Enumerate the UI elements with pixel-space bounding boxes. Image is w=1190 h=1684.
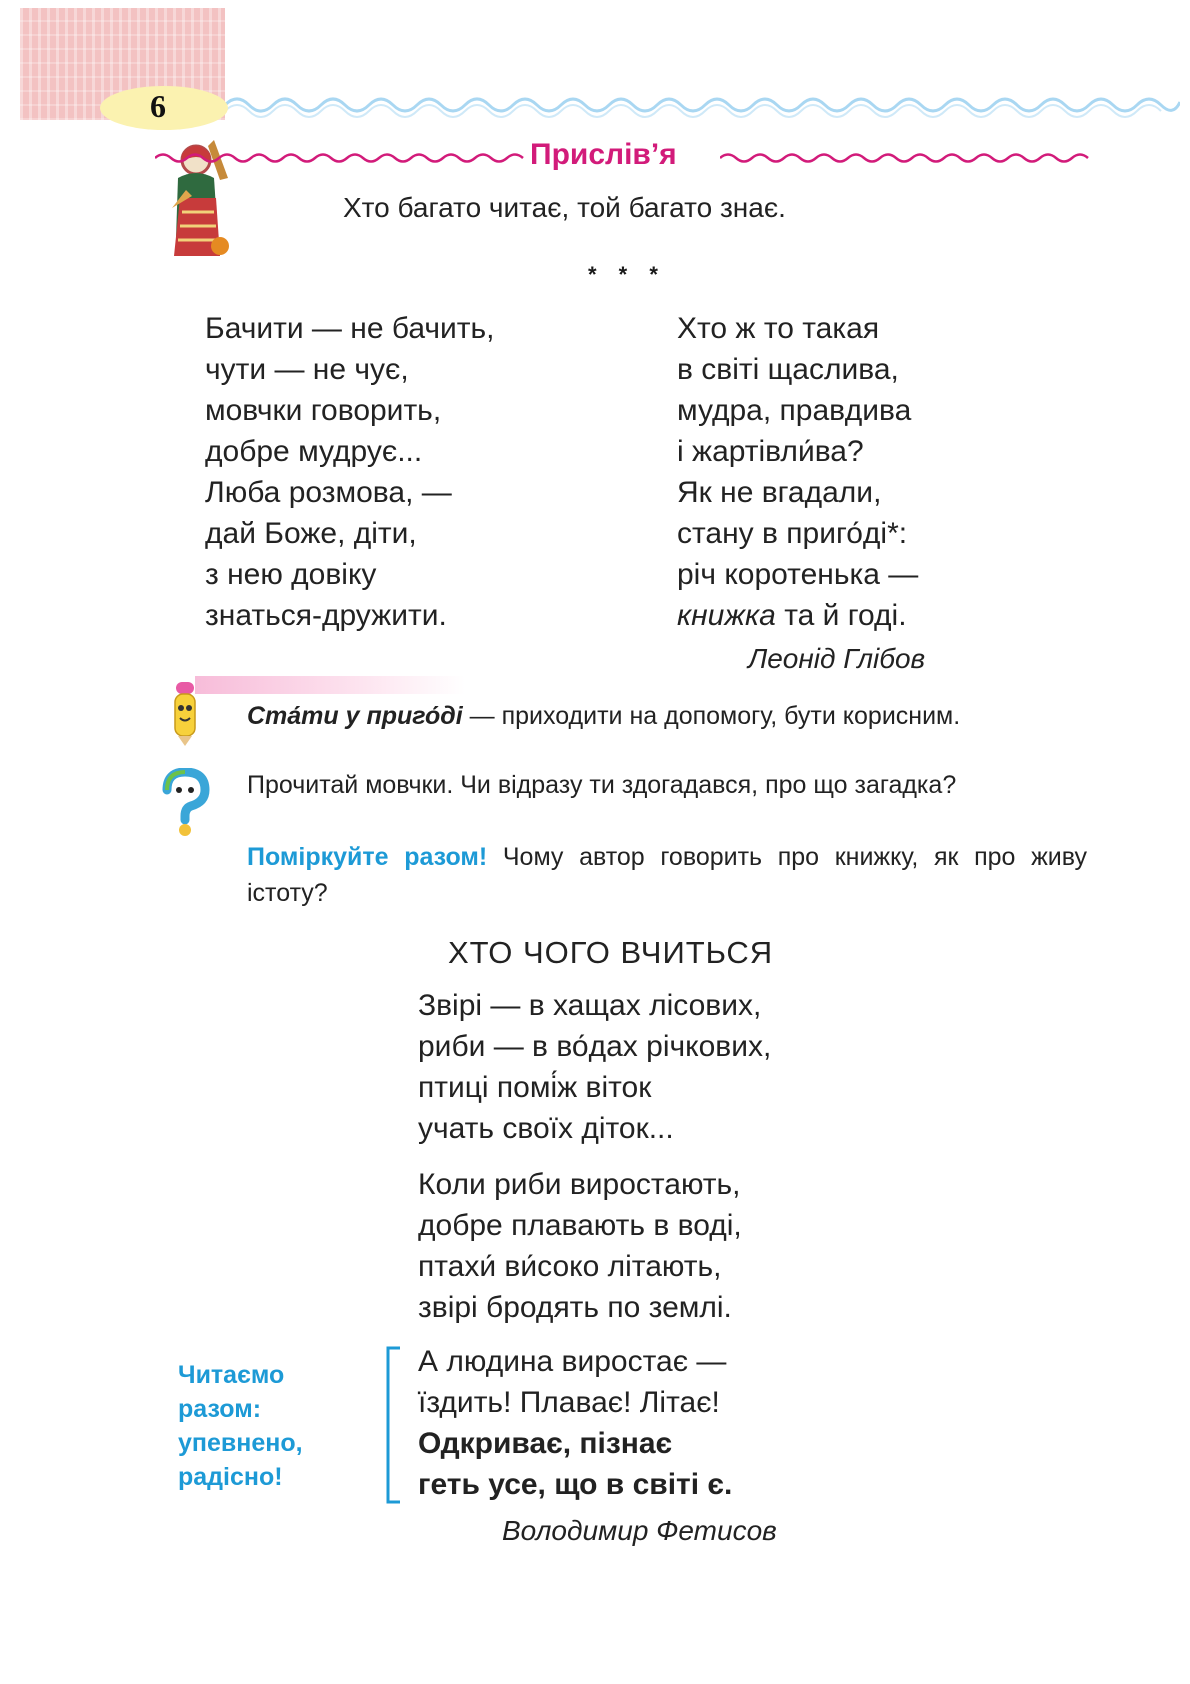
heading-wave-left bbox=[155, 148, 525, 168]
question-mark-icon bbox=[155, 768, 215, 838]
riddle-column-right bbox=[677, 308, 918, 636]
poem-line: Бачити — не бачить, bbox=[205, 312, 495, 345]
poem-line: Звірі — в хащах лісових, bbox=[418, 989, 762, 1022]
poem-line: Хто ж то такая bbox=[677, 312, 880, 345]
poem-line: Коли риби виростають, bbox=[418, 1168, 741, 1201]
poem-line: знаться-дружити. bbox=[205, 599, 447, 632]
poem-line-bold: Одкриває, пізнає bbox=[418, 1427, 673, 1460]
poem-stanza bbox=[418, 1164, 742, 1328]
poem-line: мовчки говорить, bbox=[205, 394, 442, 427]
glossary-definition: — приходити на допомогу, бути корисним. bbox=[462, 702, 961, 730]
reading-instruction bbox=[178, 1358, 303, 1494]
proverb-text: Хто багато читає, той багато знає. bbox=[343, 192, 786, 223]
heading-wave-right bbox=[720, 148, 1090, 168]
read-together-bracket bbox=[384, 1345, 404, 1505]
pencil-character-icon bbox=[170, 678, 200, 748]
poem-stanza bbox=[418, 985, 771, 1149]
poem-line: А людина виростає — bbox=[418, 1345, 727, 1378]
poem-line-rest: та й годі. bbox=[775, 599, 907, 632]
discussion-highlight: Поміркуйте разом! bbox=[247, 843, 488, 871]
poem-line: риби — в во́дах річкових, bbox=[418, 1030, 772, 1063]
poem-line: стану в приго́ді*: bbox=[677, 517, 908, 550]
poem-author: Володимир Фетисов bbox=[502, 1515, 777, 1546]
poem-line bbox=[677, 595, 918, 636]
poem-line: дай Боже, діти, bbox=[205, 517, 417, 550]
poem-line-bold: геть усе, що в світі є. bbox=[418, 1468, 733, 1501]
poem-line: чути — не чує, bbox=[205, 353, 409, 386]
poem-line: Як не вгадали, bbox=[677, 476, 882, 509]
poem-line: в світі щаслива, bbox=[677, 353, 899, 386]
poem-line: звірі бродять по землі. bbox=[418, 1291, 732, 1324]
poem-title: ХТО ЧОГО ВЧИТЬСЯ bbox=[448, 935, 774, 970]
poem-line: річ коротенька — bbox=[677, 558, 919, 591]
glossary-note bbox=[247, 702, 960, 731]
discussion-prompt bbox=[247, 839, 1087, 911]
glossary-term: Ста́ти у приго́ді bbox=[247, 702, 463, 730]
question-text: Прочитай мовчки. Чи відразу ти здогадався, про що загадка? bbox=[247, 771, 957, 799]
poem-line: мудра, правдива bbox=[677, 394, 912, 427]
header-wave-decoration bbox=[225, 90, 1180, 120]
poem-author: Леонід Глібов bbox=[748, 643, 926, 674]
poem-line: і жартівли́ва? bbox=[677, 435, 864, 468]
poem-line: їздить! Плаває! Літає! bbox=[418, 1386, 720, 1419]
page-number: 6 bbox=[150, 88, 166, 124]
riddle-column-left bbox=[205, 308, 494, 636]
instruction-line: разом: bbox=[178, 1395, 262, 1423]
poem-italic-word: книжка bbox=[677, 599, 776, 632]
poem-line: з нею довіку bbox=[205, 558, 377, 591]
poem-line: птиці помі́ж віток bbox=[418, 1071, 652, 1104]
poem-line: добре мудрує... bbox=[205, 435, 423, 468]
poem-stanza bbox=[418, 1341, 732, 1505]
poem-line: Люба розмова, — bbox=[205, 476, 452, 509]
instruction-line: Читаємо bbox=[178, 1361, 285, 1389]
glossary-highlight-strip bbox=[195, 676, 465, 694]
instruction-line: упевнено, bbox=[178, 1429, 303, 1457]
poem-separator: * * * bbox=[588, 262, 666, 287]
discussion-text: Чому автор говорить про книжку, як про живу істоту? bbox=[247, 843, 1087, 907]
proverb-heading: Прислів’я bbox=[530, 138, 677, 171]
instruction-line: радісно! bbox=[178, 1463, 283, 1491]
poem-line: учать своїх діток... bbox=[418, 1112, 674, 1145]
poem-line: птахи́ ви́соко літають, bbox=[418, 1250, 722, 1283]
poem-line: добре плавають в воді, bbox=[418, 1209, 742, 1242]
